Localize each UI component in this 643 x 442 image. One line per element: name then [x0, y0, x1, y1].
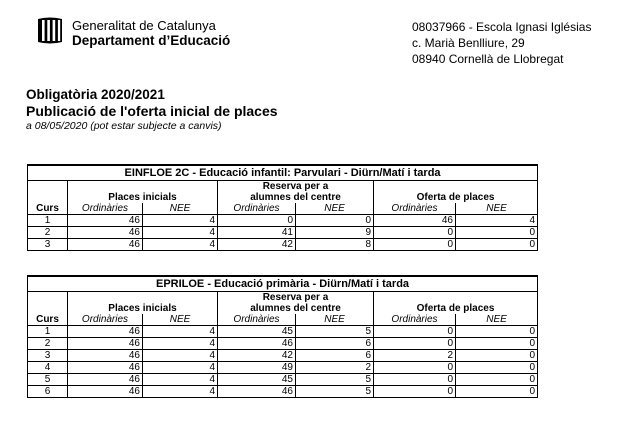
org-line-2: Departament d’Educació — [72, 33, 231, 48]
value-cell: 6 — [296, 338, 374, 350]
value-cell: 2 — [296, 362, 374, 374]
value-cell: 2 — [374, 350, 456, 362]
table-title: EINFLOE 2C - Educació infantil: Parvulari - Diürn/Matí i tarda — [28, 165, 538, 181]
value-cell: 49 — [218, 362, 296, 374]
table-row — [28, 227, 538, 239]
value-cell: 4 — [143, 386, 218, 398]
ordinaries-header: Ordinàries — [68, 314, 143, 326]
curs-cell: 5 — [28, 374, 68, 386]
curs-header: Curs — [28, 314, 68, 326]
value-cell: 0 — [456, 227, 538, 239]
curs-cell: 6 — [28, 386, 68, 398]
ordinaries-header: Ordinàries — [374, 314, 456, 326]
value-cell: 0 — [374, 362, 456, 374]
value-cell: 41 — [218, 227, 296, 239]
nee-header: NEE — [456, 314, 538, 326]
table-row — [28, 215, 538, 227]
curs-cell: 1 — [28, 326, 68, 338]
value-cell: 0 — [374, 338, 456, 350]
doc-title-date: a 08/05/2020 (pot estar subjecte a canvis) — [26, 120, 222, 132]
curs-cell: 2 — [28, 227, 68, 239]
offer-table-primaria — [27, 275, 538, 398]
value-cell: 4 — [143, 350, 218, 362]
school-street: c. Marià Benlliure, 29 — [412, 36, 525, 50]
curs-cell: 2 — [28, 338, 68, 350]
value-cell: 4 — [143, 338, 218, 350]
school-address — [412, 19, 591, 67]
value-cell: 46 — [68, 326, 143, 338]
value-cell: 42 — [218, 350, 296, 362]
curs-cell: 4 — [28, 362, 68, 374]
table-title-row — [28, 276, 538, 292]
value-cell: 46 — [218, 386, 296, 398]
doc-title-main: Publicació de l'oferta inicial de places — [26, 103, 278, 119]
value-cell: 0 — [374, 227, 456, 239]
places-inicials-header: Places inicials — [68, 303, 218, 314]
value-cell: 0 — [374, 374, 456, 386]
table-row — [28, 386, 538, 398]
value-cell: 46 — [68, 215, 143, 227]
value-cell: 0 — [374, 239, 456, 251]
school-city: 08940 Cornellà de Llobregat — [412, 52, 564, 66]
value-cell: 46 — [68, 386, 143, 398]
value-cell: 6 — [296, 350, 374, 362]
table-row — [28, 350, 538, 362]
value-cell: 46 — [68, 338, 143, 350]
value-cell: 46 — [374, 215, 456, 227]
reserva-header-2: alumnes del centre — [218, 192, 374, 203]
oferta-header: Oferta de places — [374, 303, 538, 314]
value-cell: 46 — [218, 338, 296, 350]
value-cell: 42 — [218, 239, 296, 251]
value-cell: 46 — [68, 239, 143, 251]
table-row — [28, 338, 538, 350]
value-cell: 4 — [143, 215, 218, 227]
value-cell: 0 — [456, 362, 538, 374]
value-cell: 4 — [143, 326, 218, 338]
curs-cell: 1 — [28, 215, 68, 227]
value-cell: 4 — [143, 362, 218, 374]
value-cell: 4 — [143, 227, 218, 239]
value-cell: 0 — [456, 374, 538, 386]
table-title-row — [28, 165, 538, 181]
school-name: 08037966 - Escola Ignasi Iglésias — [412, 20, 592, 34]
curs-header: Curs — [28, 203, 68, 215]
table-title: EPRILOE - Educació primària - Diürn/Matí i tarda — [28, 276, 538, 292]
value-cell: 4 — [456, 215, 538, 227]
reserva-header-1: Reserva per a — [218, 181, 374, 193]
value-cell: 46 — [68, 374, 143, 386]
reserva-header-1: Reserva per a — [218, 292, 374, 304]
value-cell: 46 — [68, 350, 143, 362]
value-cell: 0 — [456, 326, 538, 338]
value-cell: 45 — [218, 326, 296, 338]
value-cell: 5 — [296, 326, 374, 338]
curs-cell: 3 — [28, 239, 68, 251]
ordinaries-header: Ordinàries — [218, 203, 296, 215]
value-cell: 9 — [296, 227, 374, 239]
organization-name — [72, 18, 230, 48]
value-cell: 0 — [456, 386, 538, 398]
generalitat-logo-icon — [35, 17, 65, 44]
curs-cell: 3 — [28, 350, 68, 362]
nee-header: NEE — [456, 203, 538, 215]
nee-header: NEE — [143, 203, 218, 215]
value-cell: 5 — [296, 374, 374, 386]
value-cell: 46 — [68, 227, 143, 239]
value-cell: 0 — [296, 215, 374, 227]
offer-table-infantil — [27, 164, 538, 251]
ordinaries-header: Ordinàries — [218, 314, 296, 326]
value-cell: 4 — [143, 374, 218, 386]
doc-title-year: Obligatòria 2020/2021 — [26, 87, 165, 102]
value-cell: 5 — [296, 386, 374, 398]
value-cell: 4 — [143, 239, 218, 251]
oferta-header: Oferta de places — [374, 192, 538, 203]
table-row — [28, 326, 538, 338]
value-cell: 0 — [456, 239, 538, 251]
value-cell: 8 — [296, 239, 374, 251]
value-cell: 0 — [456, 350, 538, 362]
value-cell: 0 — [456, 338, 538, 350]
value-cell: 0 — [218, 215, 296, 227]
value-cell: 0 — [374, 386, 456, 398]
nee-header: NEE — [296, 203, 374, 215]
reserva-header-2: alumnes del centre — [218, 303, 374, 314]
value-cell: 0 — [374, 326, 456, 338]
ordinaries-header: Ordinàries — [374, 203, 456, 215]
org-line-1: Generalitat de Catalunya — [72, 18, 216, 33]
table-row — [28, 362, 538, 374]
places-inicials-header: Places inicials — [68, 192, 218, 203]
table-row — [28, 239, 538, 251]
nee-header: NEE — [296, 314, 374, 326]
ordinaries-header: Ordinàries — [68, 203, 143, 215]
nee-header: NEE — [143, 314, 218, 326]
document-titles — [26, 87, 278, 133]
value-cell: 45 — [218, 374, 296, 386]
value-cell: 46 — [68, 362, 143, 374]
table-row — [28, 374, 538, 386]
